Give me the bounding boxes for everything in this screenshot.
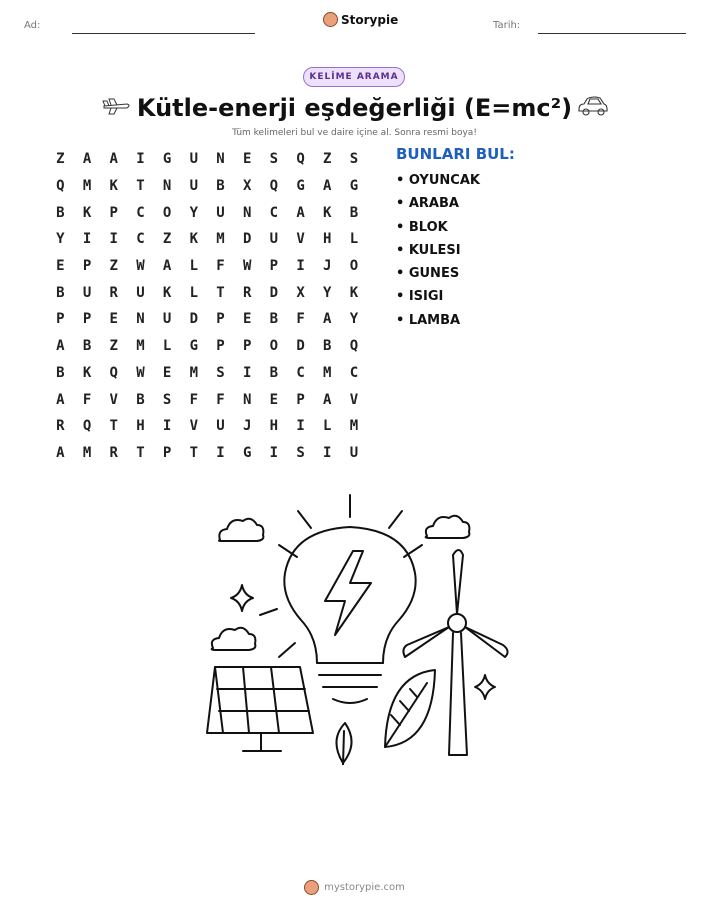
grid-cell[interactable]: P: [109, 204, 118, 221]
word-list-item: • BLOK: [396, 219, 448, 235]
grid-cell[interactable]: A: [82, 151, 92, 168]
grid-cell[interactable]: N: [136, 311, 145, 328]
grid-cell[interactable]: F: [216, 391, 225, 408]
grid-cell[interactable]: O: [162, 204, 172, 221]
grid-cell[interactable]: F: [82, 391, 92, 408]
grid-cell[interactable]: M: [323, 364, 332, 381]
grid-cell[interactable]: P: [242, 338, 252, 355]
grid-cell[interactable]: N: [216, 151, 225, 168]
grid-cell[interactable]: O: [269, 338, 279, 355]
grid-cell[interactable]: M: [216, 231, 225, 248]
grid-cell[interactable]: B: [56, 204, 65, 221]
footer: [0, 880, 709, 895]
grid-cell[interactable]: L: [189, 284, 198, 301]
footer-url: mystorypie.com: [324, 882, 405, 893]
grid-cell[interactable]: A: [162, 258, 172, 275]
grid-cell[interactable]: P: [216, 311, 225, 328]
grid-cell[interactable]: X: [296, 284, 305, 301]
grid-cell[interactable]: P: [216, 338, 225, 355]
word-list-item: • LAMBA: [396, 312, 461, 328]
grid-cell[interactable]: F: [216, 258, 225, 275]
grid-cell[interactable]: Z: [109, 338, 118, 355]
word-list-item: • GUNES: [396, 266, 460, 282]
grid-cell[interactable]: A: [323, 178, 332, 195]
word-list-item: • KULESI: [396, 242, 461, 258]
grid-cell[interactable]: U: [269, 231, 279, 248]
date-label: Tarih:: [493, 20, 521, 31]
grid-cell[interactable]: I: [296, 418, 305, 435]
grid-cell[interactable]: S: [216, 364, 225, 381]
grid-cell[interactable]: Y: [323, 284, 332, 301]
grid-cell[interactable]: E: [109, 311, 118, 328]
grid-cell[interactable]: Q: [349, 338, 359, 355]
grid-cell[interactable]: Q: [269, 178, 279, 195]
grid-cell[interactable]: Q: [82, 418, 92, 435]
grid-cell[interactable]: T: [136, 178, 145, 195]
grid-cell[interactable]: X: [242, 178, 252, 195]
grid-cell[interactable]: E: [162, 364, 172, 381]
grid-cell[interactable]: B: [269, 311, 279, 328]
grid-cell[interactable]: D: [296, 338, 305, 355]
storypie-icon: [323, 12, 338, 27]
grid-cell[interactable]: G: [296, 178, 305, 195]
car-icon: [576, 94, 610, 118]
grid-cell[interactable]: K: [82, 364, 92, 381]
grid-cell[interactable]: A: [56, 391, 65, 408]
grid-cell[interactable]: I: [82, 231, 92, 248]
word-list-item: • OYUNCAK: [396, 173, 480, 188]
grid-cell[interactable]: V: [189, 418, 198, 435]
energy-illustration: [195, 485, 515, 765]
grid-cell[interactable]: G: [242, 444, 252, 461]
grid-cell[interactable]: E: [269, 391, 279, 408]
grid-cell[interactable]: F: [189, 391, 198, 408]
grid-cell[interactable]: A: [323, 391, 332, 408]
grid-cell[interactable]: R: [109, 284, 118, 301]
grid-cell[interactable]: U: [189, 151, 198, 168]
grid-cell[interactable]: M: [82, 178, 92, 195]
grid-cell[interactable]: J: [242, 418, 252, 435]
grid-cell[interactable]: E: [242, 151, 252, 168]
grid-cell[interactable]: T: [136, 444, 145, 461]
grid-cell[interactable]: P: [269, 258, 279, 275]
grid-cell[interactable]: Z: [162, 231, 172, 248]
grid-cell[interactable]: G: [189, 338, 198, 355]
grid-cell[interactable]: L: [323, 418, 332, 435]
grid-cell[interactable]: M: [349, 418, 359, 435]
grid-cell[interactable]: R: [109, 444, 118, 461]
grid-cell[interactable]: A: [109, 151, 118, 168]
storypie-icon: [304, 880, 319, 895]
name-label: Ad:: [24, 20, 41, 31]
grid-cell[interactable]: C: [269, 204, 279, 221]
grid-cell[interactable]: L: [349, 231, 359, 248]
grid-cell[interactable]: I: [216, 444, 225, 461]
grid-cell[interactable]: E: [242, 311, 252, 328]
grid-cell[interactable]: I: [242, 364, 252, 381]
grid-cell[interactable]: F: [296, 311, 305, 328]
grid-cell[interactable]: I: [162, 418, 172, 435]
grid-cell[interactable]: U: [216, 418, 225, 435]
grid-cell[interactable]: K: [189, 231, 198, 248]
word-search-grid: [47, 146, 367, 466]
grid-cell[interactable]: G: [162, 151, 172, 168]
grid-cell[interactable]: D: [269, 284, 279, 301]
grid-cell[interactable]: O: [349, 258, 359, 275]
grid-cell[interactable]: A: [323, 311, 332, 328]
grid-cell[interactable]: K: [109, 178, 118, 195]
brand-name: Storypie: [341, 12, 399, 27]
page-title: Kütle-enerji eşdeğerliği (E=mc²): [136, 94, 573, 122]
word-list-item: • ISIGI: [396, 289, 444, 305]
grid-cell[interactable]: C: [349, 364, 359, 381]
grid-cell[interactable]: Z: [109, 258, 118, 275]
grid-cell[interactable]: U: [189, 178, 198, 195]
grid-cell[interactable]: B: [136, 391, 145, 408]
grid-cell[interactable]: I: [269, 444, 279, 461]
grid-cell[interactable]: V: [109, 391, 118, 408]
grid-cell[interactable]: A: [296, 204, 305, 221]
grid-cell[interactable]: E: [56, 258, 65, 275]
grid-cell[interactable]: I: [296, 258, 305, 275]
grid-cell[interactable]: I: [109, 231, 118, 248]
grid-cell[interactable]: C: [296, 364, 305, 381]
grid-cell[interactable]: K: [162, 284, 172, 301]
grid-cell[interactable]: K: [82, 204, 92, 221]
grid-cell[interactable]: T: [216, 284, 225, 301]
name-line: [72, 33, 255, 34]
grid-cell[interactable]: P: [82, 311, 92, 328]
grid-cell[interactable]: Y: [56, 231, 65, 248]
grid-cell[interactable]: B: [269, 364, 279, 381]
grid-cell[interactable]: N: [242, 204, 252, 221]
grid-cell[interactable]: H: [136, 418, 145, 435]
grid-cell[interactable]: K: [323, 204, 332, 221]
grid-cell[interactable]: N: [162, 178, 172, 195]
grid-cell[interactable]: J: [323, 258, 332, 275]
grid-cell[interactable]: P: [162, 444, 172, 461]
grid-cell[interactable]: V: [296, 231, 305, 248]
grid-cell[interactable]: B: [56, 284, 65, 301]
grid-cell[interactable]: B: [349, 204, 359, 221]
grid-cell[interactable]: P: [296, 391, 305, 408]
grid-cell[interactable]: M: [189, 364, 198, 381]
grid-cell[interactable]: I: [323, 444, 332, 461]
grid-cell[interactable]: B: [216, 178, 225, 195]
grid-cell[interactable]: Q: [56, 178, 65, 195]
grid-cell[interactable]: Z: [56, 151, 65, 168]
grid-cell[interactable]: D: [189, 311, 198, 328]
cloud-icon: [219, 519, 263, 541]
grid-cell[interactable]: Z: [323, 151, 332, 168]
grid-cell[interactable]: L: [189, 258, 198, 275]
grid-cell[interactable]: Y: [349, 311, 359, 328]
grid-cell[interactable]: N: [242, 391, 252, 408]
grid-cell[interactable]: A: [56, 444, 65, 461]
grid-cell[interactable]: B: [82, 338, 92, 355]
grid-cell[interactable]: U: [162, 311, 172, 328]
grid-cell[interactable]: G: [349, 178, 359, 195]
grid-cell[interactable]: P: [82, 258, 92, 275]
grid-cell[interactable]: B: [323, 338, 332, 355]
grid-cell[interactable]: P: [56, 311, 65, 328]
grid-cell[interactable]: H: [269, 418, 279, 435]
grid-cell[interactable]: C: [136, 204, 145, 221]
grid-cell[interactable]: H: [323, 231, 332, 248]
grid-cell[interactable]: Q: [109, 364, 118, 381]
grid-cell[interactable]: S: [296, 444, 305, 461]
grid-cell[interactable]: R: [56, 418, 65, 435]
grid-cell[interactable]: U: [136, 284, 145, 301]
word-list-title: BUNLARI BUL:: [396, 145, 515, 163]
grid-cell[interactable]: U: [82, 284, 92, 301]
grid-cell[interactable]: U: [216, 204, 225, 221]
grid-cell[interactable]: Q: [296, 151, 305, 168]
brand-logo: [323, 12, 398, 27]
grid-cell[interactable]: T: [189, 444, 198, 461]
grid-cell[interactable]: I: [136, 151, 145, 168]
word-list-item: • ARABA: [396, 196, 459, 212]
grid-cell[interactable]: W: [136, 258, 145, 275]
grid-cell[interactable]: Y: [189, 204, 198, 221]
instructions: Tüm kelimeleri bul ve daire içine al. Sonra resmi boya!: [232, 128, 477, 138]
grid-cell[interactable]: B: [56, 364, 65, 381]
grid-cell[interactable]: C: [136, 231, 145, 248]
grid-cell[interactable]: M: [82, 444, 92, 461]
grid-cell[interactable]: S: [349, 151, 359, 168]
date-line: [538, 33, 686, 34]
grid-cell[interactable]: W: [136, 364, 145, 381]
grid-cell[interactable]: U: [349, 444, 359, 461]
grid-cell[interactable]: S: [269, 151, 279, 168]
grid-cell[interactable]: D: [242, 231, 252, 248]
grid-cell[interactable]: K: [349, 284, 359, 301]
grid-cell[interactable]: L: [162, 338, 172, 355]
category-badge: KELİME ARAMA: [303, 67, 405, 87]
grid-cell[interactable]: W: [242, 258, 252, 275]
grid-cell[interactable]: M: [136, 338, 145, 355]
word-list: [396, 171, 480, 334]
grid-cell[interactable]: T: [109, 418, 118, 435]
grid-cell[interactable]: S: [162, 391, 172, 408]
grid-cell[interactable]: A: [56, 338, 65, 355]
grid-cell[interactable]: V: [349, 391, 359, 408]
grid-cell[interactable]: R: [242, 284, 252, 301]
